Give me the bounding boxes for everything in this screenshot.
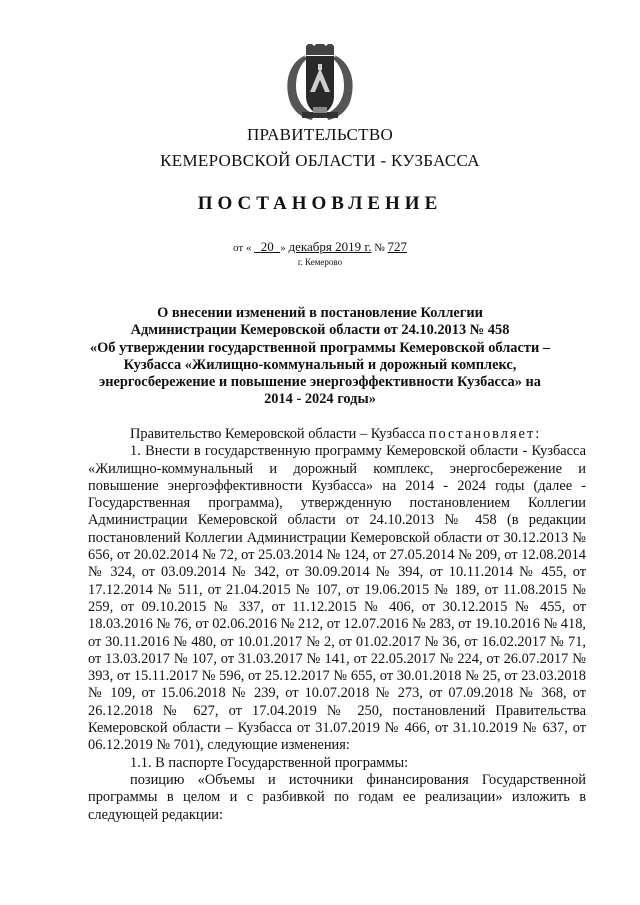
- item-1-1-text-paragraph: позицию «Объемы и источники финансирования Государственной программы в целом и с разбивкой по годам ее реализации» изложить в следующей редакции:: [88, 771, 586, 823]
- title-line: О внесении изменений в постановление Коллегии: [157, 305, 483, 321]
- date-separator: »: [280, 242, 286, 254]
- item-1-1-paragraph: 1.1. В паспорте Государственной программы:: [130, 754, 409, 771]
- intro-paragraph: Правительство Кемеровской области – Кузбасса постановляет:: [130, 426, 542, 442]
- date-from-label: от «: [233, 242, 252, 254]
- decree-number: 727: [387, 239, 407, 254]
- decree-city: г. Кемерово: [297, 257, 343, 267]
- title-line: Кузбасса «Жилищно-коммунальный и дорожный комплекс,: [123, 356, 517, 373]
- title-line: энергосбережение и повышение энергоэффективности Кузбасса» на: [99, 374, 541, 391]
- number-label: №: [374, 242, 385, 254]
- decree-title: [88, 305, 552, 409]
- coat-of-arms-icon: [282, 44, 358, 122]
- title-line: 2014 - 2024 годы»: [264, 391, 376, 408]
- decree-month-year: декабря 2019 г.: [288, 239, 372, 254]
- title-line: «Об утверждении государственной программы Кемеровской области –: [89, 339, 551, 356]
- decree-day: 20: [260, 239, 274, 254]
- document-type: ПОСТАНОВЛЕНИЕ: [197, 193, 443, 214]
- decree-body: [88, 426, 586, 824]
- item-1-paragraph: 1. Внести в государственную программу Кемеровской области - Кузбасса «Жилищно-коммунальный и дорожный комплекс, энергосбережение и повышение энергоэффективности Кузбасса» на 2014 - 2024 годы (далее - Государственная программа), утвержденную постановлением Коллегии Администрации Кемеровской области от 24.10.2013 № 458 (в редакции постановлений Коллегии Администрации Кемеровской области от 30.12.2013 № 656, от 20.02.2014 № 72, от 25.03.2014 № 124, от 27.05.2014 № 209, от 12.08.2014 № 324, от 03.09.2014 № 342, от 30.09.2014 № 394, от 10.11.2014 № 455, от 17.12.2014 № 511, от 21.04.2015 № 107, от 19.06.2015 № 189, от 11.08.2015 № 259, от 09.10.2015 № 337, от 11.12.2015 № 406, от 30.12.2015 № 455, от 18.03.2016 № 76, от 02.06.2016 № 212, от 12.07.2016 № 283, от 19.10.2016 № 418, от 30.11.2016 № 480, от 10.01.2017 № 2, от 01.02.2017 № 36, от 16.02.2017 № 71, от 13.03.2017 № 107, от 31.03.2017 № 141, от 22.05.2017 № 224, от 26.07.2017 № 393, от 15.11.2017 № 596, от 25.12.2017 № 655, от 30.01.2018 № 25, от 23.03.2018 № 109, от 15.06.2018 № 239, от 10.07.2018 № 273, от 07.09.2018 № 368, от 26.12.2018 № 627, от 17.04.2019 № 250, постановлений Правительства Кемеровской области – Кузбасса от 31.07.2019 № 466, от 31.10.2019 № 637, от 06.12.2019 № 701), следующие изменения:: [88, 443, 586, 754]
- government-name-line2: КЕМЕРОВСКОЙ ОБЛАСТИ - КУЗБАССА: [160, 151, 480, 170]
- government-name-line1: ПРАВИТЕЛЬСТВО: [246, 125, 394, 144]
- title-line: Администрации Кемеровской области от 24.10.2013 № 458: [130, 322, 510, 339]
- decree-date-line: [0, 239, 640, 255]
